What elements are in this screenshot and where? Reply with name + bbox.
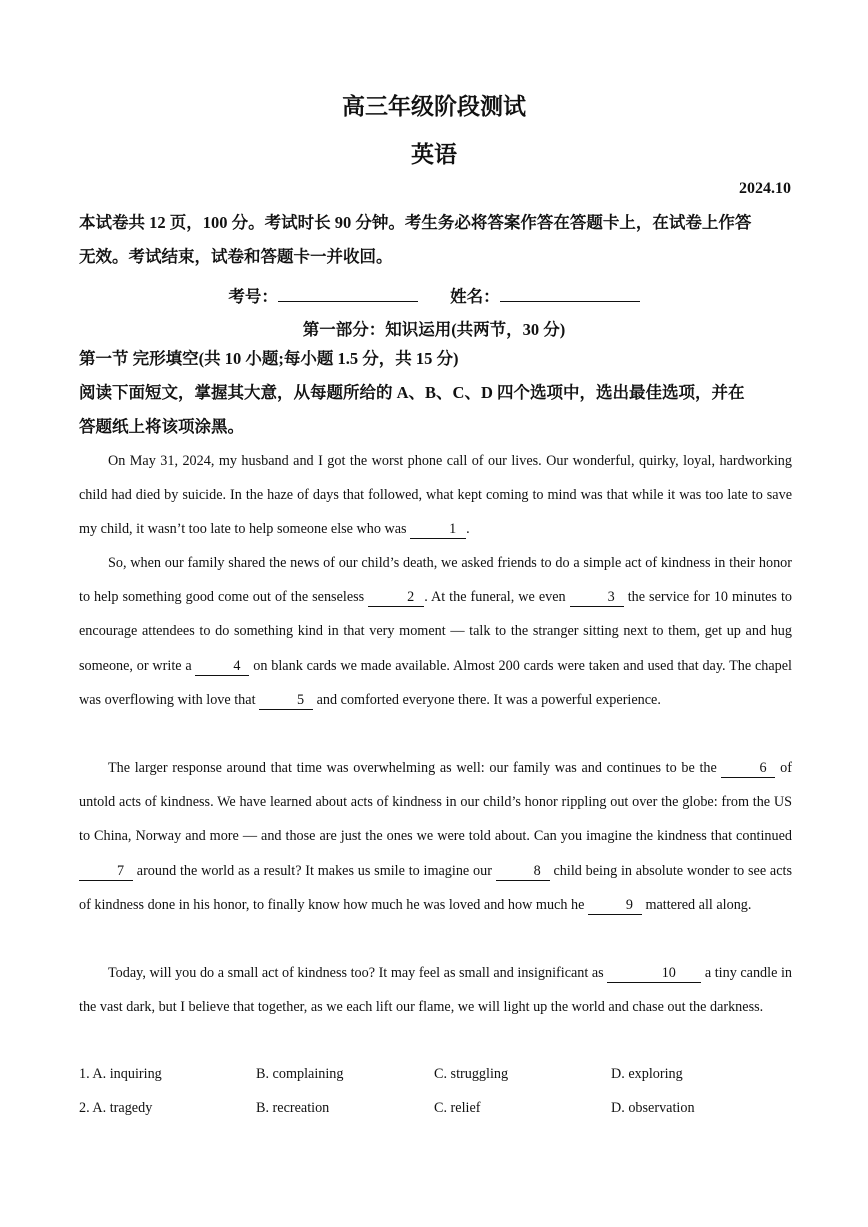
passage-paragraph-3 xyxy=(79,751,792,922)
passage-text: child being in absolute wonder to see acts of kindness done in his honor, to finally know how much he was loved and how much he xyxy=(79,862,792,913)
blank-1[interactable]: 1 xyxy=(410,520,466,539)
directions xyxy=(79,376,792,444)
section-heading: 第一节 完形填空(共 10 小题;每小题 1.5 分，共 15 分) xyxy=(79,349,459,368)
passage-text: The larger response around that time was overwhelming as well: our family was and continues to be the xyxy=(108,760,722,776)
blank-3[interactable]: 3 xyxy=(570,588,624,607)
exam-title: 高三年级阶段测试 xyxy=(342,94,526,119)
blank-8[interactable]: 8 xyxy=(496,862,550,881)
passage-text: On May 31, 2024, my husband and I got the worst phone call of our lives. Our wonderful, quirky, loyal, hardworking child had died by suicide. In the haze of days that followed, what kept coming to mind was that while it was too late to save my child, it wasn’t too late to help someone else who was xyxy=(79,453,792,538)
passage-paragraph-2 xyxy=(79,546,792,717)
passage-text: and comforted everyone there. It was a powerful experience. xyxy=(313,691,661,708)
name-field[interactable] xyxy=(500,285,640,302)
passage-text: . At the funeral, we even xyxy=(424,589,570,606)
blank-2[interactable]: 2 xyxy=(368,588,424,607)
instructions-line-2: 无效。考试结束，试卷和答题卡一并收回。 xyxy=(79,247,393,266)
option-2c[interactable]: C. relief xyxy=(434,1100,481,1116)
passage-text: of untold acts of kindness. We have learned about acts of kindness in our child’s honor rippling out over the globe: from the US to China, Norway and more — and those are just the ones we were told about. Can you imagine the kindness that continued xyxy=(79,760,792,845)
passage-text: on blank cards we made available. Almost 200 cards were taken and used that day. The chapel was overflowing with love that xyxy=(79,657,792,708)
option-2b[interactable]: B. recreation xyxy=(256,1100,330,1116)
instructions xyxy=(79,206,792,274)
option-row-2 xyxy=(79,1100,792,1120)
option-row-1 xyxy=(79,1066,792,1086)
blank-6[interactable]: 6 xyxy=(721,759,775,778)
option-1c[interactable]: C. struggling xyxy=(434,1066,509,1082)
passage-text: around the world as a result? It makes us smile to imagine our xyxy=(133,862,496,879)
option-2a[interactable]: 2. A. tragedy xyxy=(79,1100,153,1116)
name-label: 姓名： xyxy=(450,287,500,306)
passage-paragraph-4 xyxy=(79,956,792,1024)
blank-9[interactable]: 9 xyxy=(588,896,642,915)
passage-text: So, when our family shared the news of our child’s death, we asked friends to do a simple act of kindness in their honor to help something good come out of the senseless xyxy=(79,555,792,606)
option-1a[interactable]: 1. A. inquiring xyxy=(79,1066,162,1082)
part1-heading: 第一部分：知识运用(共两节，30 分) xyxy=(302,320,566,339)
option-1d[interactable]: D. exploring xyxy=(611,1066,683,1082)
passage-text: a tiny candle in the vast dark, but I believe that together, as we each lift our flame, we will light up the world and chase out the darkness. xyxy=(79,965,792,1016)
directions-line-1: 阅读下面短文，掌握其大意，从每题所给的 A、B、C、D 四个选项中，选出最佳选项，并在 xyxy=(79,383,745,402)
passage-paragraph-1 xyxy=(79,444,792,547)
instructions-line-1: 本试卷共 12 页，100 分。考试时长 90 分钟。考生务必将答案作答在答题卡上，在试卷上作答 xyxy=(79,213,752,232)
passage-text: mattered all along. xyxy=(641,896,752,913)
exam-number-label: 考号： xyxy=(228,287,278,306)
blank-4[interactable]: 4 xyxy=(195,657,249,676)
passage-text: the service for 10 minutes to encourage attendees to do something kind in that very moment — talk to the stranger sitting next to them, get up and hug someone, or write a xyxy=(79,589,793,674)
subject-title: 英语 xyxy=(411,142,457,167)
option-1b[interactable]: B. complaining xyxy=(256,1066,344,1082)
blank-7[interactable]: 7 xyxy=(79,862,133,881)
blank-5[interactable]: 5 xyxy=(259,691,313,710)
blank-10[interactable]: 10 xyxy=(607,964,701,983)
candidate-info xyxy=(0,283,868,307)
passage-text: . xyxy=(466,521,470,538)
directions-line-2: 答题纸上将该项涂黑。 xyxy=(79,417,244,436)
option-2d[interactable]: D. observation xyxy=(611,1100,695,1116)
exam-date: 2024.10 xyxy=(739,180,791,197)
passage-text: Today, will you do a small act of kindness too? It may feel as small and insignificant as xyxy=(108,965,608,981)
exam-number-field[interactable] xyxy=(278,285,418,302)
